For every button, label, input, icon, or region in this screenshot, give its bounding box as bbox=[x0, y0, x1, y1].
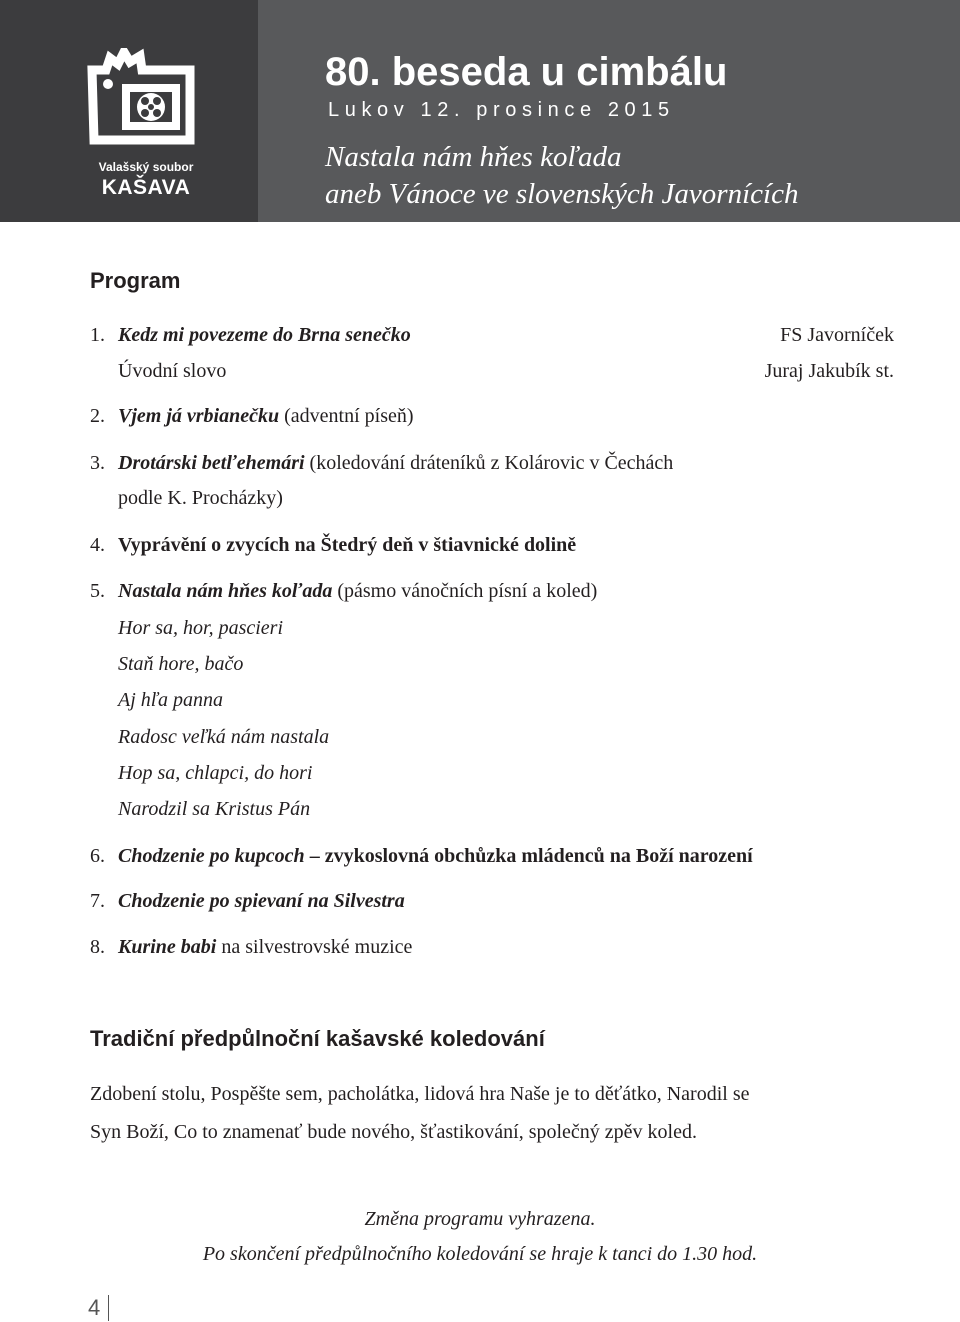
song-title: Hor sa, hor, pascieri bbox=[118, 617, 284, 639]
item-rest: – zvykoslovná obchůzka mládenců na Boží narození bbox=[304, 845, 753, 867]
list-item bbox=[118, 937, 412, 957]
item-title: Nastala nám hňes koľada bbox=[118, 580, 333, 602]
item-sub-performer: Juraj Jakubík st. bbox=[764, 360, 894, 382]
kasava-logo-icon bbox=[86, 48, 196, 148]
list-item bbox=[118, 846, 753, 866]
item-performer: FS Javorníček bbox=[780, 324, 894, 346]
item-note-cont: podle K. Procházky) bbox=[118, 487, 283, 509]
item-title: Chodzenie po spievaní na Silvestra bbox=[118, 890, 405, 912]
song-title: Radosc veľká nám nastala bbox=[118, 726, 330, 748]
item-note: (adventní píseň) bbox=[279, 405, 414, 427]
item-note: (pásmo vánočních písní a koled) bbox=[332, 580, 598, 602]
item-title: Vyprávění o zvycích na Štedrý deň v štiavnické dolině bbox=[118, 534, 577, 556]
page-number: 4 bbox=[88, 1295, 101, 1320]
item-title: Drotárski betľehemári bbox=[118, 452, 305, 474]
item-number: 8. bbox=[90, 936, 105, 958]
item-title: Chodzenie po kupcoch bbox=[118, 845, 305, 867]
item-number: 5. bbox=[90, 580, 105, 602]
list-item bbox=[118, 581, 597, 601]
logo-line2: KAŠAVA bbox=[101, 176, 191, 199]
event-subtitle-line1: Nastala nám hňes koľada bbox=[325, 141, 622, 173]
logo-panel bbox=[0, 0, 258, 222]
page-number-divider bbox=[108, 1295, 109, 1321]
song-title: Hop sa, chlapci, do hori bbox=[118, 762, 313, 784]
event-title: 80. beseda u cimbálu bbox=[325, 50, 728, 94]
item-number: 2. bbox=[90, 405, 105, 427]
item-title: Vjem já vrbianečku bbox=[118, 405, 280, 427]
logo-line1: Valašský soubor bbox=[98, 160, 194, 174]
song-title: Staň hore, bačo bbox=[118, 653, 244, 675]
header-banner bbox=[0, 0, 960, 222]
event-subtitle-line2: aneb Vánoce ve slovenských Javornících bbox=[325, 178, 799, 210]
footer-note1: Změna programu vyhrazena. bbox=[364, 1208, 596, 1230]
program-heading: Program bbox=[90, 268, 181, 293]
item-number: 7. bbox=[90, 890, 105, 912]
list-item bbox=[118, 406, 414, 426]
footer-note2: Po skončení předpůlnočního koledování se hraje k tanci do 1.30 hod. bbox=[202, 1243, 758, 1265]
item-sub: Úvodní slovo bbox=[118, 360, 227, 382]
item-title: Kurine babi bbox=[118, 936, 217, 958]
item-number: 4. bbox=[90, 534, 105, 556]
item-note: (koledování dráteníků z Kolárovic v Čechách bbox=[304, 452, 674, 474]
item-note: na silvestrovské muzice bbox=[216, 936, 413, 958]
list-item bbox=[118, 453, 673, 473]
event-date: Lukov 12. prosince 2015 bbox=[328, 99, 675, 121]
item-number: 3. bbox=[90, 452, 105, 474]
song-title: Aj hľa panna bbox=[118, 689, 224, 711]
caroling-heading: Tradiční předpůlnoční kašavské koledování bbox=[90, 1026, 545, 1051]
caroling-text-line1: Zdobení stolu, Pospěšte sem, pacholátka, lidová hra Naše je to děťátko, Narodil se bbox=[90, 1083, 750, 1105]
item-number: 6. bbox=[90, 845, 105, 867]
song-title: Narodzil sa Kristus Pán bbox=[118, 798, 311, 820]
caroling-text-line2: Syn Boží, Co to znamenať bude nového, šťastikování, společný zpěv koled. bbox=[90, 1121, 697, 1143]
item-title: Kedz mi povezeme do Brna senečko bbox=[118, 324, 411, 346]
item-number: 1. bbox=[90, 324, 105, 346]
